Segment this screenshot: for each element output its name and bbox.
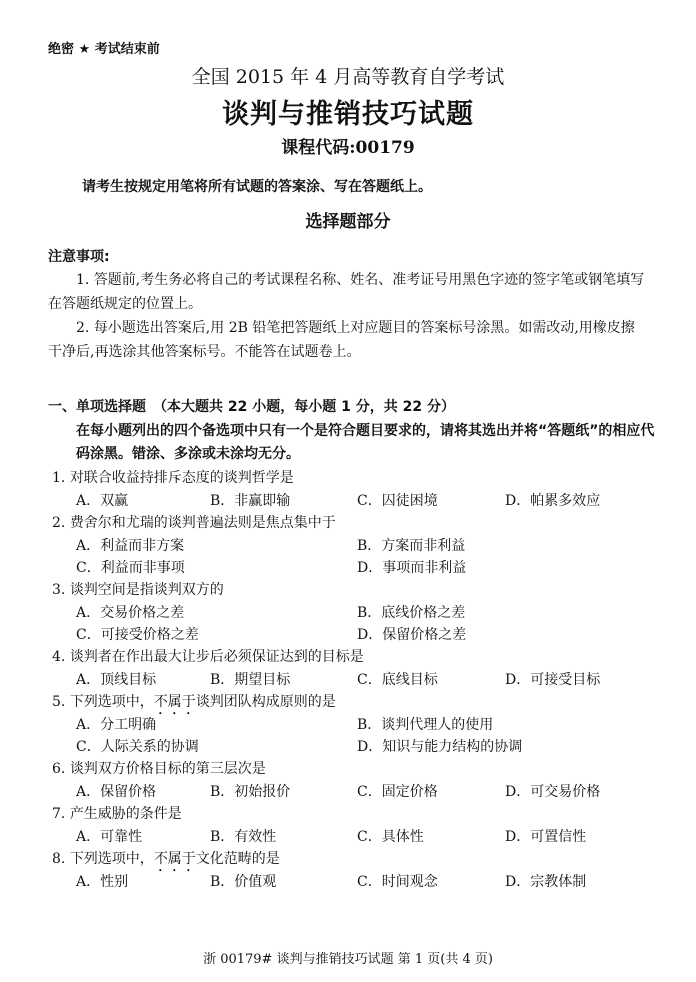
question-number: 4.: [52, 649, 66, 665]
question-stem: [52, 803, 182, 823]
option-a: A．双赢: [76, 493, 129, 509]
option-b: B．有效性: [210, 829, 277, 845]
part-title: 选择题部分: [305, 212, 391, 232]
option-d: D．事项而非利益: [357, 560, 467, 576]
question-stem: [52, 512, 336, 532]
option-c: C．人际关系的协调: [76, 739, 199, 755]
question-text-prefix: 下列选项中，: [69, 851, 154, 867]
course-code: 课程代码:00179: [281, 138, 415, 158]
question-text: 谈判空间是指谈判双方的: [69, 582, 224, 598]
question-stem: [52, 646, 364, 666]
option-d: D．可置信性: [505, 829, 587, 845]
question-text-suffix: 文化范畴的是: [195, 851, 280, 867]
option-b: B．价值观: [210, 874, 277, 890]
option-a: A．利益而非方案: [76, 538, 185, 554]
question-stem: [52, 758, 266, 778]
note-item: 1. 答题前,考生务必将自己的考试课程名称、姓名、准考证号用黑色字迹的签字笔或钢笔填写在答题纸规定的位置上。: [48, 272, 645, 312]
option-d: D．可接受目标: [505, 672, 601, 688]
emphasis-text: 不属于: [153, 694, 196, 710]
section-description: 在每小题列出的四个备选项中只有一个是符合题目要求的，请将其选出并将“答题纸”的相应代码涂黑。错涂、多涂或未涂均无分。: [76, 423, 655, 462]
option-c: C．固定价格: [357, 784, 438, 800]
question-number: 7.: [52, 806, 66, 822]
option-c: C．底线目标: [357, 672, 438, 688]
option-b: B．底线价格之差: [357, 605, 466, 621]
question-text: 谈判双方价格目标的第三层次是: [69, 761, 266, 777]
option-c: C．利益而非事项: [76, 560, 185, 576]
option-d: D．可交易价格: [505, 784, 601, 800]
option-b: B．方案而非利益: [357, 538, 466, 554]
question-number: 5.: [52, 694, 66, 710]
paper-title: 谈判与推销技巧试题: [222, 99, 474, 130]
question-number: 6.: [52, 761, 66, 777]
question-text: 费舍尔和尤瑞的谈判普遍法则是焦点集中于: [69, 515, 336, 531]
option-a: A．交易价格之差: [76, 605, 185, 621]
emphasis-text: 不属于: [153, 851, 196, 867]
question-number: 2.: [52, 515, 66, 531]
option-d: D．知识与能力结构的协调: [357, 739, 523, 755]
question-text-prefix: 下列选项中，: [69, 694, 154, 710]
note-item: 2. 每小题选出答案后,用 2B 铅笔把答题纸上对应题目的答案标号涂黑。如需改动,用橡皮擦干净后,再选涂其他答案标号。不能答在试题卷上。: [48, 320, 635, 360]
question-number: 3.: [52, 582, 66, 598]
option-a: A．性别: [76, 874, 129, 890]
option-c: C．可接受价格之差: [76, 627, 199, 643]
question-number: 1.: [52, 470, 66, 486]
option-d: D．帕累多效应: [505, 493, 601, 509]
question-text: 对联合收益持排斥态度的谈判哲学是: [69, 470, 294, 486]
section-title: 一、单项选择题 （本大题共 22 小题，每小题 1 分，共 22 分）: [48, 399, 455, 415]
question-stem: [52, 467, 294, 487]
option-c: C．时间观念: [357, 874, 438, 890]
option-a: A．分工明确: [76, 717, 157, 733]
question-stem: [52, 579, 224, 599]
option-d: D．保留价格之差: [357, 627, 467, 643]
question-text-suffix: 谈判团队构成原则的是: [195, 694, 336, 710]
option-b: B．非赢即输: [210, 493, 291, 509]
option-a: A．保留价格: [76, 784, 157, 800]
option-d: D．宗教体制: [505, 874, 587, 890]
option-b: B．期望目标: [210, 672, 291, 688]
option-c: C．具体性: [357, 829, 424, 845]
question-number: 8.: [52, 851, 66, 867]
option-b: B．初始报价: [210, 784, 291, 800]
page-footer: 浙 00179# 谈判与推销技巧试题 第 1 页(共 4 页): [203, 952, 493, 967]
question-text: 产生威胁的条件是: [69, 806, 182, 822]
notes-heading: 注意事项:: [48, 249, 110, 265]
option-a: A．顶线目标: [76, 672, 157, 688]
option-b: B．谈判代理人的使用: [357, 717, 494, 733]
option-c: C．囚徒困境: [357, 493, 438, 509]
confidential-label: 绝密 ★ 考试结束前: [48, 42, 160, 57]
general-instruction: 请考生按规定用笔将所有试题的答案涂、写在答题纸上。: [82, 179, 432, 195]
exam-name: 全国 2015 年 4 月高等教育自学考试: [191, 66, 505, 88]
option-a: A．可靠性: [76, 829, 143, 845]
question-text: 谈判者在作出最大让步后必须保证达到的目标是: [69, 649, 364, 665]
